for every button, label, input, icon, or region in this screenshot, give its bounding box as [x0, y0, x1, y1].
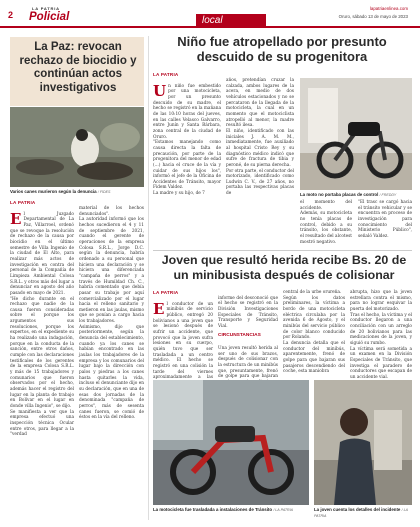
bottom-photo-2 — [314, 380, 412, 505]
left-photo — [10, 107, 144, 187]
top-body-col1: Un niño fue embestido por una motocicleta, por un presunto descuido de su madre, el hecho se registró en la mañana de las 10:10 horas del jueves, en las calles Velasco Galvarro, entre Junín y Santa Bárbara, zona central de la ciudad de Oruro. "Estamos manejando como causa directa la falta de precaución, por parte de la progenitora del menor de edad (...) hacia el cruce de la vía y cuidar de sus hijos los", informó el jefe de la Oficina de Accidentes de Tránsito, mayor Fidem Valdez. La madre y su hijo, de 7 — [153, 81, 221, 197]
top-photo-caption — [300, 192, 412, 198]
bottom-body-col3: central de la urbe orureña. Según los datos preliminares, la víctima a bordo de una motocicleta eléctrica circulaba por la avenida 6 de Agosto, y el minibús del servicio público de color blanco conducido por Rolando. La denuncia detalla que el conductor del minibús, aparentemente, frenó de golpe para que bajaran sus pasajeros descendiendo del coche, esta maniobra — [283, 290, 345, 375]
page-header — [0, 0, 420, 28]
top-byline: LA PATRIA — [153, 72, 179, 77]
bottom-byline: LA PATRIA — [153, 290, 179, 295]
top-photo — [300, 78, 412, 190]
top-caption-credit: / FREDDY — [379, 193, 397, 197]
left-dropcap: E — [10, 209, 22, 228]
dogs-photo-graphic — [10, 107, 144, 187]
left-caption-credit: / FIDES — [97, 190, 111, 194]
brand-top: LA PATRIA — [32, 6, 60, 11]
bottom-photo-2-caption — [314, 507, 412, 520]
left-headline-box — [10, 37, 144, 106]
bottom-body-col2: informe del desconoció que el hecho se registró en la División Investigaciones Especiales de Tránsito, Transporte y Seguridad Vial. CIRCUNSTANCIAS Una joven resultó herida al ser uno de sus brazos, después de colisionar con la estructura de un minibús que, presuntamente, frenó de golpe para que bajaran — [218, 295, 278, 380]
top-caption-text: La moto no portaba placas de control — [300, 192, 379, 197]
moto-tránsito-photo-graphic — [153, 380, 309, 505]
section-divider — [153, 250, 412, 251]
bottom-body-col4: abrupta, hizo que la joven estrellara contra el mismo, para no lograr esquivar la puerta del motorizado. Tras el hecho, la víctima y el conductor llegaron a una conciliación con un arreglo de 20 bolivianos para las medicaciones de la joven, y siguió su rumbo. La víctima será sometida a un examen en la División Especiales de Tránsito, que investiga el paradero de conductores que escapan de un accidente vial. — [350, 290, 412, 380]
page-number: 2 — [8, 10, 14, 20]
left-body-col1: El Juzgado Departamental de La Paz, Villarroel, ordenó que se revoque la resolución de rechazo de la causa por biocidio en el último semestre de Villa Ingenio de la ciudad de El Alto, para realizar más actos de investigación en contra del personal de la Compañía de Limpieza Ambiental Colosa S.R.L. y otros más del lugar a denunciar en agosto del año pasado en mayo de 2021. "He dicho durante en el rechazo que nadie de la causa fueron consideradas sobre el porque los argumentos sus resoluciones, porque los expertos, en el expediente su ha realizado una indagación, porque en la conducta de la sanción, entre otros daños, cumple con las declaraciones testificales de los gerentes de la empresa Colosa S.R.L. y más de 15 trabajadores y comunarios que fueron observados por el hecho, además hacer el registro del lugar en la planta de trabajo en Bolívar en el lugar en donde villa Ingenio", se dijo. Se manifiesta a ver que la empresa efectuó una inspección técnica Ocular entre otros, para llegar a la "verdad — [10, 209, 74, 438]
left-byline: LA PATRIA — [10, 200, 36, 205]
bottom-caption-1-text: La motocicleta fue trasladada a instalaciones de Tránsito — [153, 507, 273, 512]
left-photo-caption — [10, 189, 144, 195]
top-body-col4: "El trasc se cargó hacia el tránsito vehicular y se encuentra en proceso de investigación para conocimiento del Ministerio Público", señaló Valdez. — [358, 200, 412, 239]
bottom-caption-1-credit: / LA PATRIA — [273, 508, 294, 512]
bottom-body-col1: El conductor de un minibús de servicio público, entregó 20 bolivianos a una joven que se lesionó después de sufrir un accidente, que provocó que la joven sufra lesiones en su cuerpo, quién tuvo que ser trasladada a un centro médico. El hecho se registró en una colisión la tarde del viernes aproximadamente a las — [153, 299, 213, 381]
left-body-col2: material de los hechos denunciados". La autoridad informó que los hechos sucedieron el 4 y 11 de septiembre de 2021, cuando el gerente de operaciones de la empresa Colosa S.R.L., Jorge D.C. según la denuncia, habría ordenado a su personal que hiciera una declaración y se hiciera una diferenciada "campaña de perros" y a través de Humildad Ch. C., habría comentado que debía pasar su trabajo por aquí comercializado por el lugar hacia el relleno sanitario y metieron en las jaulas, mismo que se ponían a cargo hacia los trabajadores. Asimismo, dijo que posteriormente, según la denuncia del establecimiento, cuando ya los canes se habían encontrado en las jaulas los trabajadores de la empresa y los comunarios del lugar bajo la dirección con palos y piedras a los canes hasta quitarles la vida, incluso el denunciante dijo en su declaración, que en una de esas dos jornadas de la denominada "campaña de perros", más de sesenta canes fueron, se comió de éstos en la vía del relleno. — [79, 206, 144, 421]
bottom-subhead: CIRCUNSTANCIAS — [218, 332, 261, 338]
top-body-col3: el momento del accidente. Además, su motocicleta no tenía placas de control, debido a su tránsito, los obstante, el resultado del alcotest mostró negativo. — [300, 200, 352, 245]
bottom-caption-2-credit: / LA PATRIA — [314, 508, 408, 519]
young-woman-photo-graphic — [314, 380, 412, 505]
section-label: local — [202, 15, 223, 26]
date-line: Oruro, sábado 13 de mayo de 2023 — [338, 14, 408, 19]
top-headline: Niño fue atropellado por presunto descuido de su progenitora — [177, 34, 387, 64]
bottom-headline: Joven que resultó herida recibe Bs. 20 de un minibusista después de colisionar — [161, 253, 407, 282]
bottom-photo-1-caption — [153, 507, 309, 513]
column-divider — [148, 36, 149, 520]
motorcycle-photo-graphic — [300, 78, 412, 190]
left-headline: La Paz: revocan rechazo de biocidio y continúan actos investigativos — [19, 41, 137, 94]
bottom-photo-1 — [153, 380, 309, 505]
bottom-caption-2-text: La joven cuenta los detalles del incidente — [314, 507, 401, 512]
brand-section-label: Policial — [29, 11, 70, 23]
top-dropcap: U — [153, 81, 167, 100]
site-url: lapatriaenlinea.com — [369, 6, 408, 11]
left-caption-text: Varios canes murieron según la denuncia — [10, 189, 97, 194]
section-tab — [196, 14, 266, 28]
top-body-col2: años, pretendían cruzar la calzada, ambos lugares de la acera, en medio de dos vehículos estacionados y no se percataron de la llegada de la motocicleta, la cual en un momento que el motociclista atropelló al menor, la madre resultó ilesa. El niño, identificado con las iniciales J. A. M. M., inmediatamente, fue auxiliado al hospital Cristo Rey y su diagnóstico médico indicó que sufre de fractura de tibia y peroné, de su pierna derecha. Por otra parte, el conductor del motorizado, identificado como Ludwin C. V., de 27 años, no portaba las respectivas placas de — [226, 78, 295, 197]
bottom-dropcap: E — [153, 299, 165, 318]
